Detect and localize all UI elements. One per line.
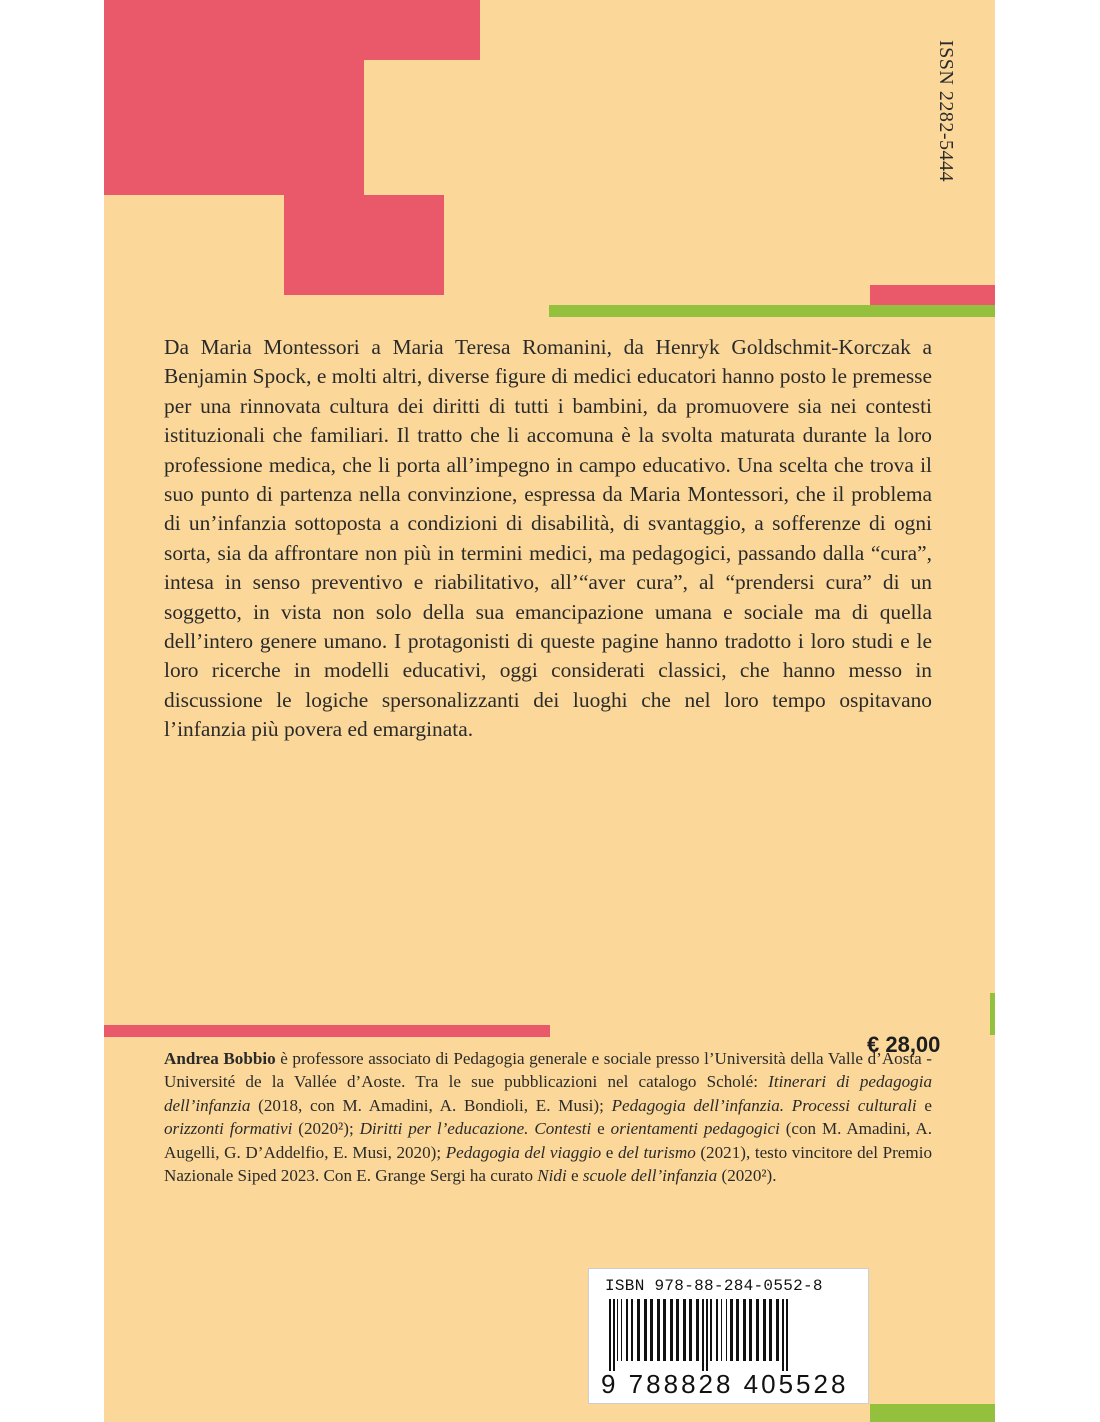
- blurb-text: Da Maria Montessori a Maria Teresa Romanini, da Henryk Goldschmit-Korczak a Benjamin Spock, e molti altri, diverse figure di medici educatori hanno posto le premesse per una rinnovata cultura dei diritti di tutti i bambini, da promuovere sia nei contesti istituzionali che familiari. Il tratto che li accomuna è la svolta maturata durante la loro professione medica, che li porta all’impegno in campo educativo. Una scelta che trova il suo punto di partenza nella convinzione, espressa da Maria Montessori, che il problema di un’infanzia sottoposta a condizioni di disabilità, di svantaggio, a sofferenze di ogni sorta, sia da affrontare non più in termini medici, ma pedagogici, passando dalla “cura”, intesa in senso preventivo e riabilitativo, all’“aver cura”, al “prendersi cura” di un soggetto, in vista non solo della sua emancipazione umana e sociale ma di quella dell’intero genere umano. I protagonisti di queste pagine hanno tradotto i loro studi e le loro ricerche in modelli educativi, oggi considerati classici, che hanno messo in discussione le logiche spersonalizzanti dei luoghi che nel loro tempo ospitavano l’infanzia più povera ed emarginata.: [164, 335, 932, 742]
- pink-block-main: [104, 60, 364, 195]
- author-name: Andrea Bobbio: [164, 1049, 276, 1068]
- pink-block-step: [284, 195, 444, 295]
- book-title: Pedagogia del viaggio: [445, 1142, 602, 1162]
- ean-digits: 9 788828 405528: [601, 1369, 849, 1399]
- pink-block-top: [104, 0, 480, 60]
- isbn-label: ISBN 978-88-284-0552-8: [605, 1277, 823, 1295]
- book-title: del turismo: [618, 1142, 696, 1162]
- book-title: scuole dell’infanzia: [582, 1166, 718, 1186]
- author-bio: Andrea Bobbio è professore associato di Pedagogia generale e sociale presso l’Università della Valle d’Aosta - Université de la Vallée d’Aoste. Tra le sue pubblicazioni nel catalogo Scholé: Itinerari di pedagogia dell’infanzia (2018, con M. Amadini, A. Bondioli, E. Musi); Pedagogia dell’infanzia. Processi culturali e orizzonti formativi (2020²); Diritti per l’educazione. Contesti e orientamenti pedagogici (con M. Amadini, A. Augelli, G. D’Addelfio, E. Musi, 2020); Pedagogia del viaggio e del turismo (2021), testo vincitore del Premio Nazionale Siped 2023. Con E. Grange Sergi ha curato Nidi e scuole dell’infanzia (2020²).: [164, 1049, 933, 1186]
- book-title: Pedagogia dell’infanzia. Processi culturali: [611, 1095, 917, 1115]
- spine-issn: ISSN 2282-5444: [935, 40, 957, 183]
- green-stripe-top: [549, 305, 995, 317]
- book-title: Itinerari di pedagogia dell’infanzia: [164, 1072, 933, 1115]
- price-label: € 28,00: [867, 1032, 941, 1057]
- book-back-cover: [104, 0, 995, 1422]
- pink-block-right: [870, 285, 995, 305]
- green-tick-bottom: [870, 1404, 995, 1422]
- book-title: orientamenti pedagogici: [610, 1119, 780, 1139]
- book-title: orizzonti formativi: [164, 1119, 293, 1139]
- green-tick-right: [990, 993, 995, 1035]
- book-title: Diritti per l’educazione. Contesti: [359, 1119, 592, 1139]
- barcode-icon: [607, 1299, 857, 1371]
- book-title: Nidi: [537, 1166, 567, 1186]
- barcode-box: [588, 1268, 869, 1404]
- pink-stripe-middle: [104, 1025, 550, 1037]
